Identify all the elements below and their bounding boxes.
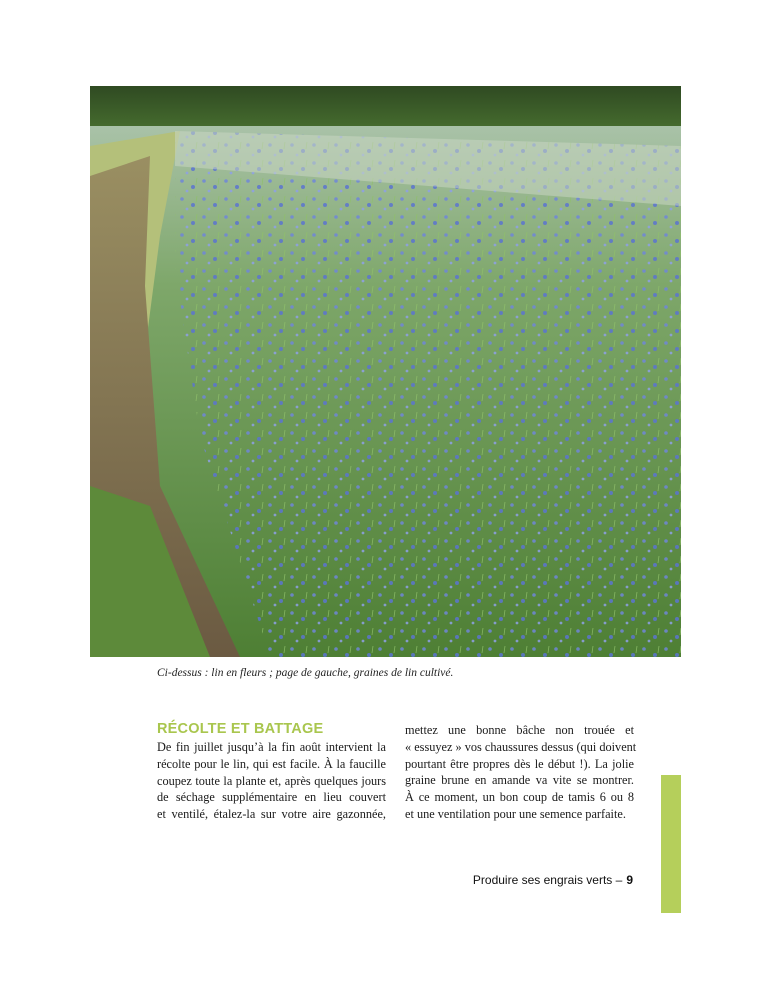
text-column-right [405, 722, 637, 823]
paragraph-line: et une ventilation pour une semence parfaite. [405, 806, 626, 821]
paragraph-line: de séchage supplémentaire en lieu couvert [157, 790, 386, 805]
paragraph-line: coupez toute la plante et, après quelques jours [157, 773, 386, 788]
page-number: 9 [626, 873, 633, 887]
paragraph-line: pourtant être propres dès le début !). La jolie [405, 756, 634, 771]
paragraph-line: À ce moment, un bon coup de tamis 6 ou 8 [405, 790, 634, 805]
paragraph-line: mettez une bonne bâche non trouée et [405, 723, 634, 737]
paragraph-line: « essuyez » vos chaussures dessus (qui doivent [405, 739, 637, 754]
flax-field-image [90, 86, 681, 657]
book-title: Produire ses engrais verts – [472, 873, 623, 887]
photo-caption: Ci-dessus : lin en fleurs ; page de gauche, graines de lin cultivé. [157, 667, 454, 679]
page-footer [473, 873, 633, 887]
paragraph-line: graine brune en amande va vite se montrer. [405, 773, 634, 788]
paragraph-line: récolte pour le lin, qui est facile. À la faucille [157, 756, 386, 771]
flax-field-photo [90, 86, 681, 657]
paragraph-line: De fin juillet jusqu’à la fin août intervient la [157, 740, 386, 754]
text-column-left [157, 739, 386, 823]
paragraph-line: et ventilé, étalez-la sur votre aire gazonnée, [157, 807, 386, 822]
section-heading: RÉCOLTE ET BATTAGE [157, 721, 324, 737]
chapter-side-tab [661, 775, 681, 913]
